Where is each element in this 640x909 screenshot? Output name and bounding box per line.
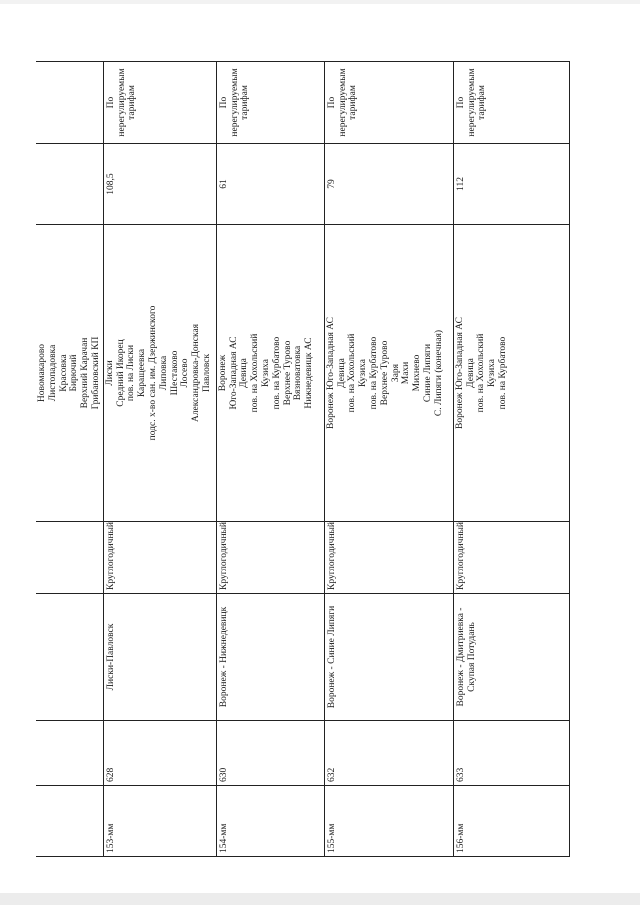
tariff-cell: По нерегулируемым тарифам <box>324 62 453 144</box>
service-period-cell: Круглогодичный <box>103 522 216 594</box>
table-row <box>216 62 324 857</box>
stop-name: Верхнее Турово <box>282 340 293 406</box>
stop-name: Воронеж <box>217 354 228 392</box>
route-name-cell <box>36 594 103 721</box>
stop-name: Шестаково <box>169 350 180 396</box>
scan-top-edge <box>0 0 640 4</box>
stop-name: Александровка-Донская <box>191 323 202 423</box>
scan-bottom-edge <box>0 893 640 905</box>
stop-name: Кузиха <box>358 358 369 388</box>
stop-name: Красовка <box>58 354 69 392</box>
stop-name: Кузиха <box>487 358 498 388</box>
stop-name: Грибановский КП <box>90 336 101 410</box>
table-row <box>103 62 216 857</box>
route-length-cell: 112 <box>453 144 569 225</box>
stop-name: подс. х-во сан. им. Дзержинского <box>147 305 158 441</box>
route-name-cell: Воронеж - Синие Липяги <box>324 594 453 721</box>
stop-name: Павловск <box>201 353 212 393</box>
route-code-cell: 156-мм <box>453 786 569 857</box>
route-name-cell: Лиски-Павловск <box>103 594 216 721</box>
stop-name: Девица <box>465 358 476 388</box>
service-period-cell: Круглогодичный <box>216 522 324 594</box>
route-length-cell: 61 <box>216 144 324 225</box>
service-period-cell: Круглогодичный <box>324 522 453 594</box>
route-number-cell: 633 <box>453 721 569 786</box>
route-name-cell: Воронеж - Дмитриевка - Скупая Потудань <box>453 594 569 721</box>
stop-name: Бирючий <box>69 354 80 392</box>
stop-name: Липовка <box>158 355 169 391</box>
stop-name: Заря <box>390 363 401 383</box>
stop-name: Михнево <box>412 354 423 392</box>
stops-cell <box>324 225 453 522</box>
stop-name: Новомакарово <box>37 343 47 403</box>
stop-name: Синие Липяги <box>422 343 433 403</box>
stop-name: Листопадовка <box>47 344 58 402</box>
route-number-cell: 632 <box>324 721 453 786</box>
table-row <box>324 62 453 857</box>
stop-name: Верхний Карачан <box>80 337 91 409</box>
stop-name: Воронеж Юго-Западная АС <box>454 317 465 429</box>
stop-name: Махи <box>401 361 412 385</box>
stop-name: Верхнее Турово <box>379 340 390 406</box>
routes-table <box>36 61 570 857</box>
stop-name: Девица <box>336 358 347 388</box>
stop-name: Лосево <box>180 358 191 388</box>
route-code-cell: 155-мм <box>324 786 453 857</box>
stop-name: Каращеевка <box>137 348 148 398</box>
stop-name: С. Липяги (конечная) <box>433 329 444 417</box>
rotated-page <box>36 62 560 857</box>
stop-name: Средний Икорец <box>115 339 126 407</box>
stop-name: Нижнедевицк АС <box>304 337 315 409</box>
stop-name: Воронеж Юго-Западная АС <box>325 317 336 429</box>
stop-name: пов. на Хохольский <box>250 333 261 413</box>
tariff-cell: По нерегулируемым тарифам <box>216 62 324 144</box>
tariff-cell: По нерегулируемым тарифам <box>103 62 216 144</box>
route-name-cell: Воронеж - Нижнедевицк <box>216 594 324 721</box>
table-row-continuation <box>36 62 103 857</box>
tariff-cell <box>36 62 103 144</box>
stop-name: пов. на Хохольский <box>476 333 487 413</box>
route-length-cell <box>36 144 103 225</box>
stop-name: Лиски <box>104 360 115 386</box>
stop-name: пов. на Курбатово <box>497 336 508 410</box>
stops-cell <box>36 225 103 522</box>
route-number-cell <box>36 721 103 786</box>
tariff-cell: По нерегулируемым тарифам <box>453 62 569 144</box>
route-code-cell: 154-мм <box>216 786 324 857</box>
route-length-cell: 79 <box>324 144 453 225</box>
stop-name: пов. на Курбатово <box>368 336 379 410</box>
stop-name: Вязноватовка <box>293 345 304 401</box>
stops-cell <box>216 225 324 522</box>
stop-name: пов. на Курбатово <box>271 336 282 410</box>
route-code-cell: 153-мм <box>103 786 216 857</box>
stop-name: Юго-Западная АС <box>228 336 239 410</box>
stops-cell <box>103 225 216 522</box>
stop-name: пов. на Лиски <box>126 344 137 402</box>
route-code-cell <box>36 786 103 857</box>
route-number-cell: 630 <box>216 721 324 786</box>
service-period-cell <box>36 522 103 594</box>
service-period-cell: Круглогодичный <box>453 522 569 594</box>
route-number-cell: 628 <box>103 721 216 786</box>
stop-name: Кузиха <box>260 358 271 388</box>
stop-name: пов. на Хохольский <box>347 333 358 413</box>
table-row <box>453 62 569 857</box>
stop-name: Девица <box>239 358 250 388</box>
stops-cell <box>453 225 569 522</box>
route-length-cell: 108,5 <box>103 144 216 225</box>
